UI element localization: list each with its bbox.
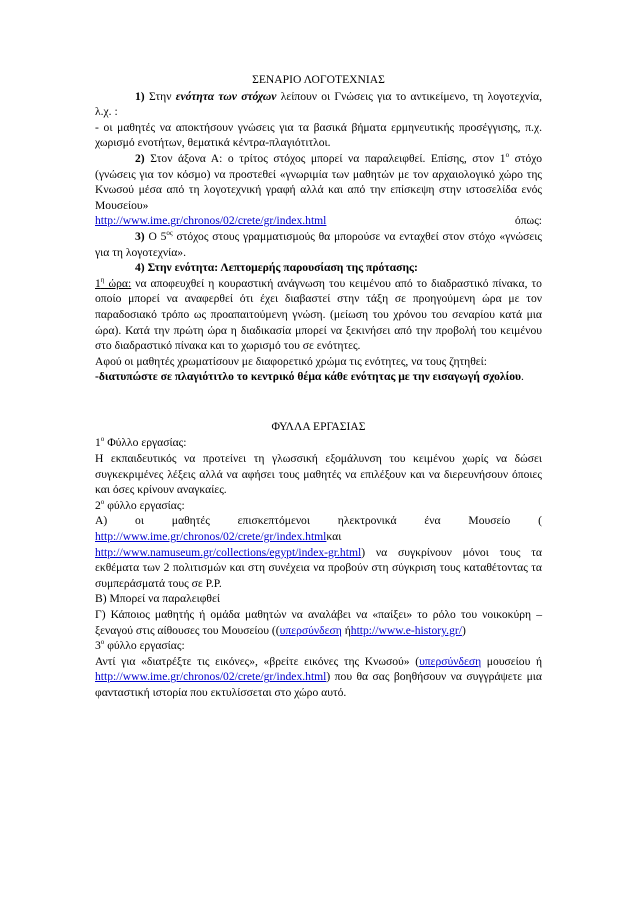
worksheet-2-b: Β) Μπορεί να παραλειφθεί	[95, 592, 220, 606]
first-hour-text: ώρα:	[104, 276, 132, 290]
w2c-end: )	[461, 623, 466, 637]
w2a-word: επισκεπτόμενοι	[237, 514, 310, 528]
w3-post: ) που θα σας βοηθήσουν να συγγράψετε μια φανταστική ιστορία που εκτυλίσσεται στο χώρο αυτό.	[95, 670, 542, 699]
w2a-word: μαθητές	[171, 514, 210, 528]
w2a-word: (	[538, 514, 542, 528]
section-2-text-b: στόχο (γνώσεις για τον κόσμο) να προστεθεί «γνωριμία των μαθητών με τον αρχαιολογικό χώρο της Κνωσού μέσα από τη λογοτεχνική γραφή αλλά και από την επίσκεψη στην ιστοσελίδα ενός Μουσείου»	[95, 151, 542, 212]
worksheet-2-sup: ο	[100, 497, 105, 506]
section-4-post: :	[413, 261, 418, 275]
worksheet-3-heading	[95, 638, 542, 654]
section-4-instruction: -διατυπώστε σε πλαγιότιτλο το κεντρικό θέμα κάθε ενότητας με την εισαγωγή σχολίου	[95, 370, 522, 384]
worksheet-2-a-text	[95, 529, 542, 591]
section-1	[95, 89, 542, 120]
section-3-sup: ος	[166, 229, 173, 238]
first-hour-body: να αποφευχθεί η κουραστική ανάγνωση του κειμένου από το διαδραστικό πίνακα, το οποίο μπορεί να αναφερθεί ότι έχει διαβαστεί στην τάξη σε προηγούμενη ώρα με τον παραδοσιακό τρόπο ως προαπαιτούμενη γνώση. (μείωση του χρόνου του σεναρίου κατά μια ώρα). Κατά την πρώτη ώρα η διαδικασία μπορεί να ξεκινήσει από την προβολή του κειμένου στο διαδραστικό πίνακα και το χωρισμό του σε ενότητες.	[95, 276, 542, 353]
section-1-number: 1)	[135, 89, 145, 103]
section-3-pre: Ο 5	[144, 229, 167, 243]
section-4-instruction-end: .	[521, 370, 524, 384]
worksheet-3-label: φύλλο εργασίας:	[104, 639, 185, 653]
worksheet-1-sup: ο	[100, 435, 105, 444]
hyperlink-2[interactable]: υπερσύνδεση	[419, 654, 482, 668]
w3-mid: μουσείου ή	[481, 654, 543, 668]
section-1-bold: ενότητα των στόχων	[175, 89, 277, 103]
section-3	[95, 229, 542, 260]
worksheet-2-num: 2	[95, 498, 101, 512]
worksheet-1-text: Η εκπαιδευτικός να προτείνει τη γλωσσική εξομάλυνση του κειμένου χωρίς να δώσει συγκεκριμένες λέξεις αλλά να αφήσει τους μαθητές να επιλέξουν και να διερευνήσουν όποιες και όσες κρίνουν αναγκαίες.	[95, 452, 542, 497]
section-2-link-line	[95, 213, 542, 229]
worksheet-3-sup: ο	[100, 638, 105, 647]
section-4-bold: ενότητα: Λεπτομερής παρουσίαση της πρότασης	[174, 261, 414, 275]
w2a-word: ηλεκτρονικά	[337, 514, 397, 528]
worksheet-3-num: 3	[95, 639, 101, 653]
section-1-item: - οι μαθητές να αποκτήσουν γνώσεις για τα βασικά βήματα ερμηνευτικής προσέγγισης, π.χ. χωρισμό ενοτήτων, θεματικά κέντρα-πλαγιότιτλοι.	[95, 120, 542, 150]
w3-pre: Αντί για «διατρέξτε τις εικόνες», «βρείτε εικόνες της Κνωσού» (	[95, 654, 420, 668]
w2a-rest: ) να συγκρίνουν μόνοι τους τα εκθέματα των 2 πολιτισμών και στη συνέχεια να προβούν στη σύγκριση τους καταθέτοντας τα συμπεράσματά τους σε Ρ.Ρ.	[95, 545, 542, 590]
section-4-paragraph-1	[95, 276, 542, 354]
section-2-text-a: Στον άξονα Α: ο τρίτος στόχος μπορεί να παραλειφθεί. Επίσης, στον 1	[144, 151, 506, 165]
section-2-number: 2)	[135, 151, 145, 165]
e-history-link[interactable]: http://www.e-history.gr/	[350, 623, 462, 637]
section-2-sup: ο	[505, 151, 510, 160]
worksheet-1-heading	[95, 435, 542, 451]
worksheet-2-a-line	[95, 513, 542, 529]
w2a-word: ένα	[424, 514, 441, 528]
section-4	[95, 260, 542, 276]
w2c-text: Γ) Κάποιος μαθητής ή ομάδα μαθητών να αναλάβει να «παίξει» το ρόλο του νοικοκύρη –ξεναγού στις αίθουσες του Μουσείου ((	[95, 608, 542, 637]
namuseum-link[interactable]: http://www.namuseum.gr/collections/egypt/index-gr.html	[95, 545, 362, 559]
first-hour-num: 1	[95, 276, 101, 290]
w2a-and: και	[326, 530, 342, 544]
worksheet-2-label: φύλλο εργασίας:	[104, 498, 185, 512]
worksheet-2-heading	[95, 498, 542, 514]
section-3-number: 3)	[135, 229, 145, 243]
w2a-word: οι	[135, 514, 144, 528]
document-title: ΣΕΝΑΡΙΟ ΛΟΓΟΤΕΧΝΙΑΣ	[252, 73, 385, 86]
ime-link-2[interactable]: http://www.ime.gr/chronos/02/crete/gr/index.html	[95, 670, 327, 684]
w2a-word: Μουσείο	[468, 514, 511, 528]
w2a-word: Α)	[95, 514, 108, 528]
section-2	[95, 151, 542, 213]
worksheet-3-text	[95, 654, 542, 701]
museum-link[interactable]: http://www.ime.gr/chronos/02/crete/gr/index.html	[95, 214, 327, 228]
section-1-post: λείπουν οι Γνώσεις για το αντικείμενο, τη λογοτεχνία, λ.χ. :	[95, 89, 542, 119]
worksheet-1-num: 1	[95, 436, 101, 450]
section-4-paragraph-2: Αφού οι μαθητές χρωματίσουν με διαφορετικό χρώμα τις ενότητες, να τους ζητηθεί:	[95, 354, 487, 368]
w2c-mid: ή	[341, 623, 351, 637]
first-hour-label	[95, 277, 131, 290]
ime-link[interactable]: http://www.ime.gr/chronos/02/crete/gr/index.html	[95, 530, 327, 544]
section-1-pre: Στην	[144, 89, 176, 103]
first-hour-sup: η	[100, 275, 105, 284]
section-4-paragraph-3	[95, 369, 542, 385]
worksheet-2-c	[95, 607, 542, 638]
section-4-number: 4)	[135, 261, 145, 275]
section-2-tail: όπως:	[514, 214, 542, 228]
hyperlink-1[interactable]: υπερσύνδεση	[279, 623, 342, 637]
section-4-pre: Στην	[144, 261, 175, 275]
worksheet-1-label: Φύλλο εργασίας:	[104, 436, 187, 450]
worksheets-title: ΦΥΛΛΑ ΕΡΓΑΣΙΑΣ	[271, 419, 366, 433]
section-3-post: στόχος στους γραμματισμούς θα μπορούσε να ενταχθεί στον στόχο «γνώσεις για τη λογοτεχνία».	[95, 229, 542, 259]
